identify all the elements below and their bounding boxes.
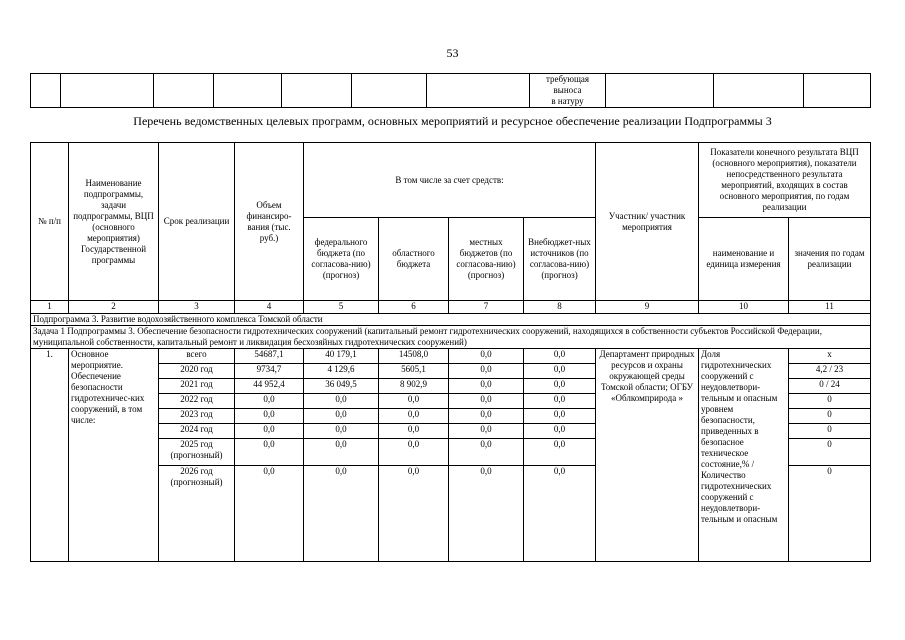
continuation-row [31, 74, 871, 108]
col-number: 9 [596, 301, 699, 314]
header-period: Срок реализации [159, 143, 235, 301]
period-cell: всего [159, 349, 235, 364]
value-cell: 0 [789, 424, 871, 439]
continuation-row-table [30, 73, 871, 108]
value-cell: 4,2 / 23 [789, 364, 871, 379]
local-cell: 0,0 [449, 439, 524, 466]
period-cell: 2020 год [159, 364, 235, 379]
extra-cell: 0,0 [524, 379, 596, 394]
col-number: 6 [379, 301, 449, 314]
page-number: 53 [446, 46, 459, 60]
total-cell: 0,0 [235, 424, 304, 439]
local-cell: 0,0 [449, 466, 524, 562]
extra-cell: 0,0 [524, 466, 596, 562]
period-cell: 2021 год [159, 379, 235, 394]
value-cell: 0 / 24 [789, 379, 871, 394]
header-extra: Внебюджет-ных источников (по согласова-нию) (прогноз) [524, 218, 596, 301]
regional-cell: 14508,0 [379, 349, 449, 364]
header-local: местных бюджетов (по согласова-нию) (прогноз) [449, 218, 524, 301]
total-cell: 54687,1 [235, 349, 304, 364]
regional-cell: 0,0 [379, 409, 449, 424]
header-participant: Участник/ участник мероприятия [596, 143, 699, 301]
col-number: 3 [159, 301, 235, 314]
header-volume: Объем финансиро-вания (тыс. руб.) [235, 143, 304, 301]
extra-cell: 0,0 [524, 409, 596, 424]
header-regional: областного бюджета [379, 218, 449, 301]
federal-cell: 0,0 [304, 409, 379, 424]
value-cell: 0 [789, 409, 871, 424]
header-name: Наименование подпрограммы, задачи подпрограммы, ВЦП (основного мероприятия) Государственной программы [69, 143, 159, 301]
federal-cell: 40 179,1 [304, 349, 379, 364]
extra-cell: 0,0 [524, 394, 596, 409]
task-row [31, 326, 871, 349]
participant-cell: Департамент природных ресурсов и охраны окружающей среды Томской области; ОГБУ «Облкомприрода » [596, 349, 699, 562]
regional-cell: 0,0 [379, 439, 449, 466]
header-row-1 [31, 143, 871, 218]
extra-cell: 0,0 [524, 424, 596, 439]
total-cell: 9734,7 [235, 364, 304, 379]
federal-cell: 0,0 [304, 424, 379, 439]
local-cell: 0,0 [449, 349, 524, 364]
total-cell: 0,0 [235, 466, 304, 562]
value-cell: 0 [789, 439, 871, 466]
extra-cell: 0,0 [524, 364, 596, 379]
col-number: 4 [235, 301, 304, 314]
header-indicators: Показатели конечного результата ВЦП (основного мероприятия), показатели непосредственного результата мероприятий, входящих в состав основного мероприятия, по годам реализации [699, 143, 871, 218]
federal-cell: 0,0 [304, 394, 379, 409]
total-cell: 0,0 [235, 439, 304, 466]
federal-cell: 4 129,6 [304, 364, 379, 379]
col-number: 7 [449, 301, 524, 314]
table-row [31, 349, 871, 364]
subprogram-title: Подпрограмма 3. Развитие водохозяйственного комплекса Томской области [31, 314, 871, 326]
continuation-text: требующая выноса в натуру [530, 74, 606, 108]
header-sources: В том числе за счет средств: [304, 143, 596, 218]
period-cell: 2025 год (прогнозный) [159, 439, 235, 466]
extra-cell: 0,0 [524, 439, 596, 466]
regional-cell: 0,0 [379, 424, 449, 439]
federal-cell: 0,0 [304, 466, 379, 562]
local-cell: 0,0 [449, 409, 524, 424]
program-table [30, 142, 871, 562]
column-number-row [31, 301, 871, 314]
task-title: Задача 1 Подпрограммы 3. Обеспечение безопасности гидротехнических сооружений (капитальный ремонт гидротехнических сооружений, находящихся в собственности субъектов Российской Федерации, муниципальной собственности, капитальный ремонт и ликвидация бесхозяйных гидротехнических сооружений) [31, 326, 871, 349]
col-number: 5 [304, 301, 379, 314]
total-cell: 0,0 [235, 394, 304, 409]
table-title: Перечень ведомственных целевых программ, основных мероприятий и ресурсное обеспечение реализации Подпрограммы 3 [133, 114, 772, 128]
value-cell: 0 [789, 466, 871, 562]
indicator-cell: Доля гидротехнических сооружений с неудовлетвори-тельным и опасным уровнем безопасности, приведенных в безопасное техническое состояние,% / Количество гидротехнических сооружений с неудовлетвори-тельным и опасным [699, 349, 789, 562]
header-indicator-name: наименование и единица измерения [699, 218, 789, 301]
col-number: 2 [69, 301, 159, 314]
value-cell: x [789, 349, 871, 364]
header-federal: федерального бюджета (по согласова-нию) (прогноз) [304, 218, 379, 301]
item-num: 1. [31, 349, 69, 562]
header-indicator-values: значения по годам реализации [789, 218, 871, 301]
col-number: 1 [31, 301, 69, 314]
regional-cell: 0,0 [379, 466, 449, 562]
period-cell: 2024 год [159, 424, 235, 439]
value-cell: 0 [789, 394, 871, 409]
regional-cell: 8 902,9 [379, 379, 449, 394]
local-cell: 0,0 [449, 424, 524, 439]
regional-cell: 5605,1 [379, 364, 449, 379]
period-cell: 2023 год [159, 409, 235, 424]
col-number: 11 [789, 301, 871, 314]
item-name: Основное мероприятие. Обеспечение безопасности гидротехничес-ких сооружений, в том числе: [69, 349, 159, 562]
period-cell: 2026 год (прогнозный) [159, 466, 235, 562]
col-number: 8 [524, 301, 596, 314]
extra-cell: 0,0 [524, 349, 596, 364]
total-cell: 44 952,4 [235, 379, 304, 394]
regional-cell: 0,0 [379, 394, 449, 409]
header-num: № п/п [31, 143, 69, 301]
col-number: 10 [699, 301, 789, 314]
federal-cell: 36 049,5 [304, 379, 379, 394]
federal-cell: 0,0 [304, 439, 379, 466]
subprogram-row [31, 314, 871, 326]
local-cell: 0,0 [449, 379, 524, 394]
local-cell: 0,0 [449, 364, 524, 379]
total-cell: 0,0 [235, 409, 304, 424]
period-cell: 2022 год [159, 394, 235, 409]
local-cell: 0,0 [449, 394, 524, 409]
